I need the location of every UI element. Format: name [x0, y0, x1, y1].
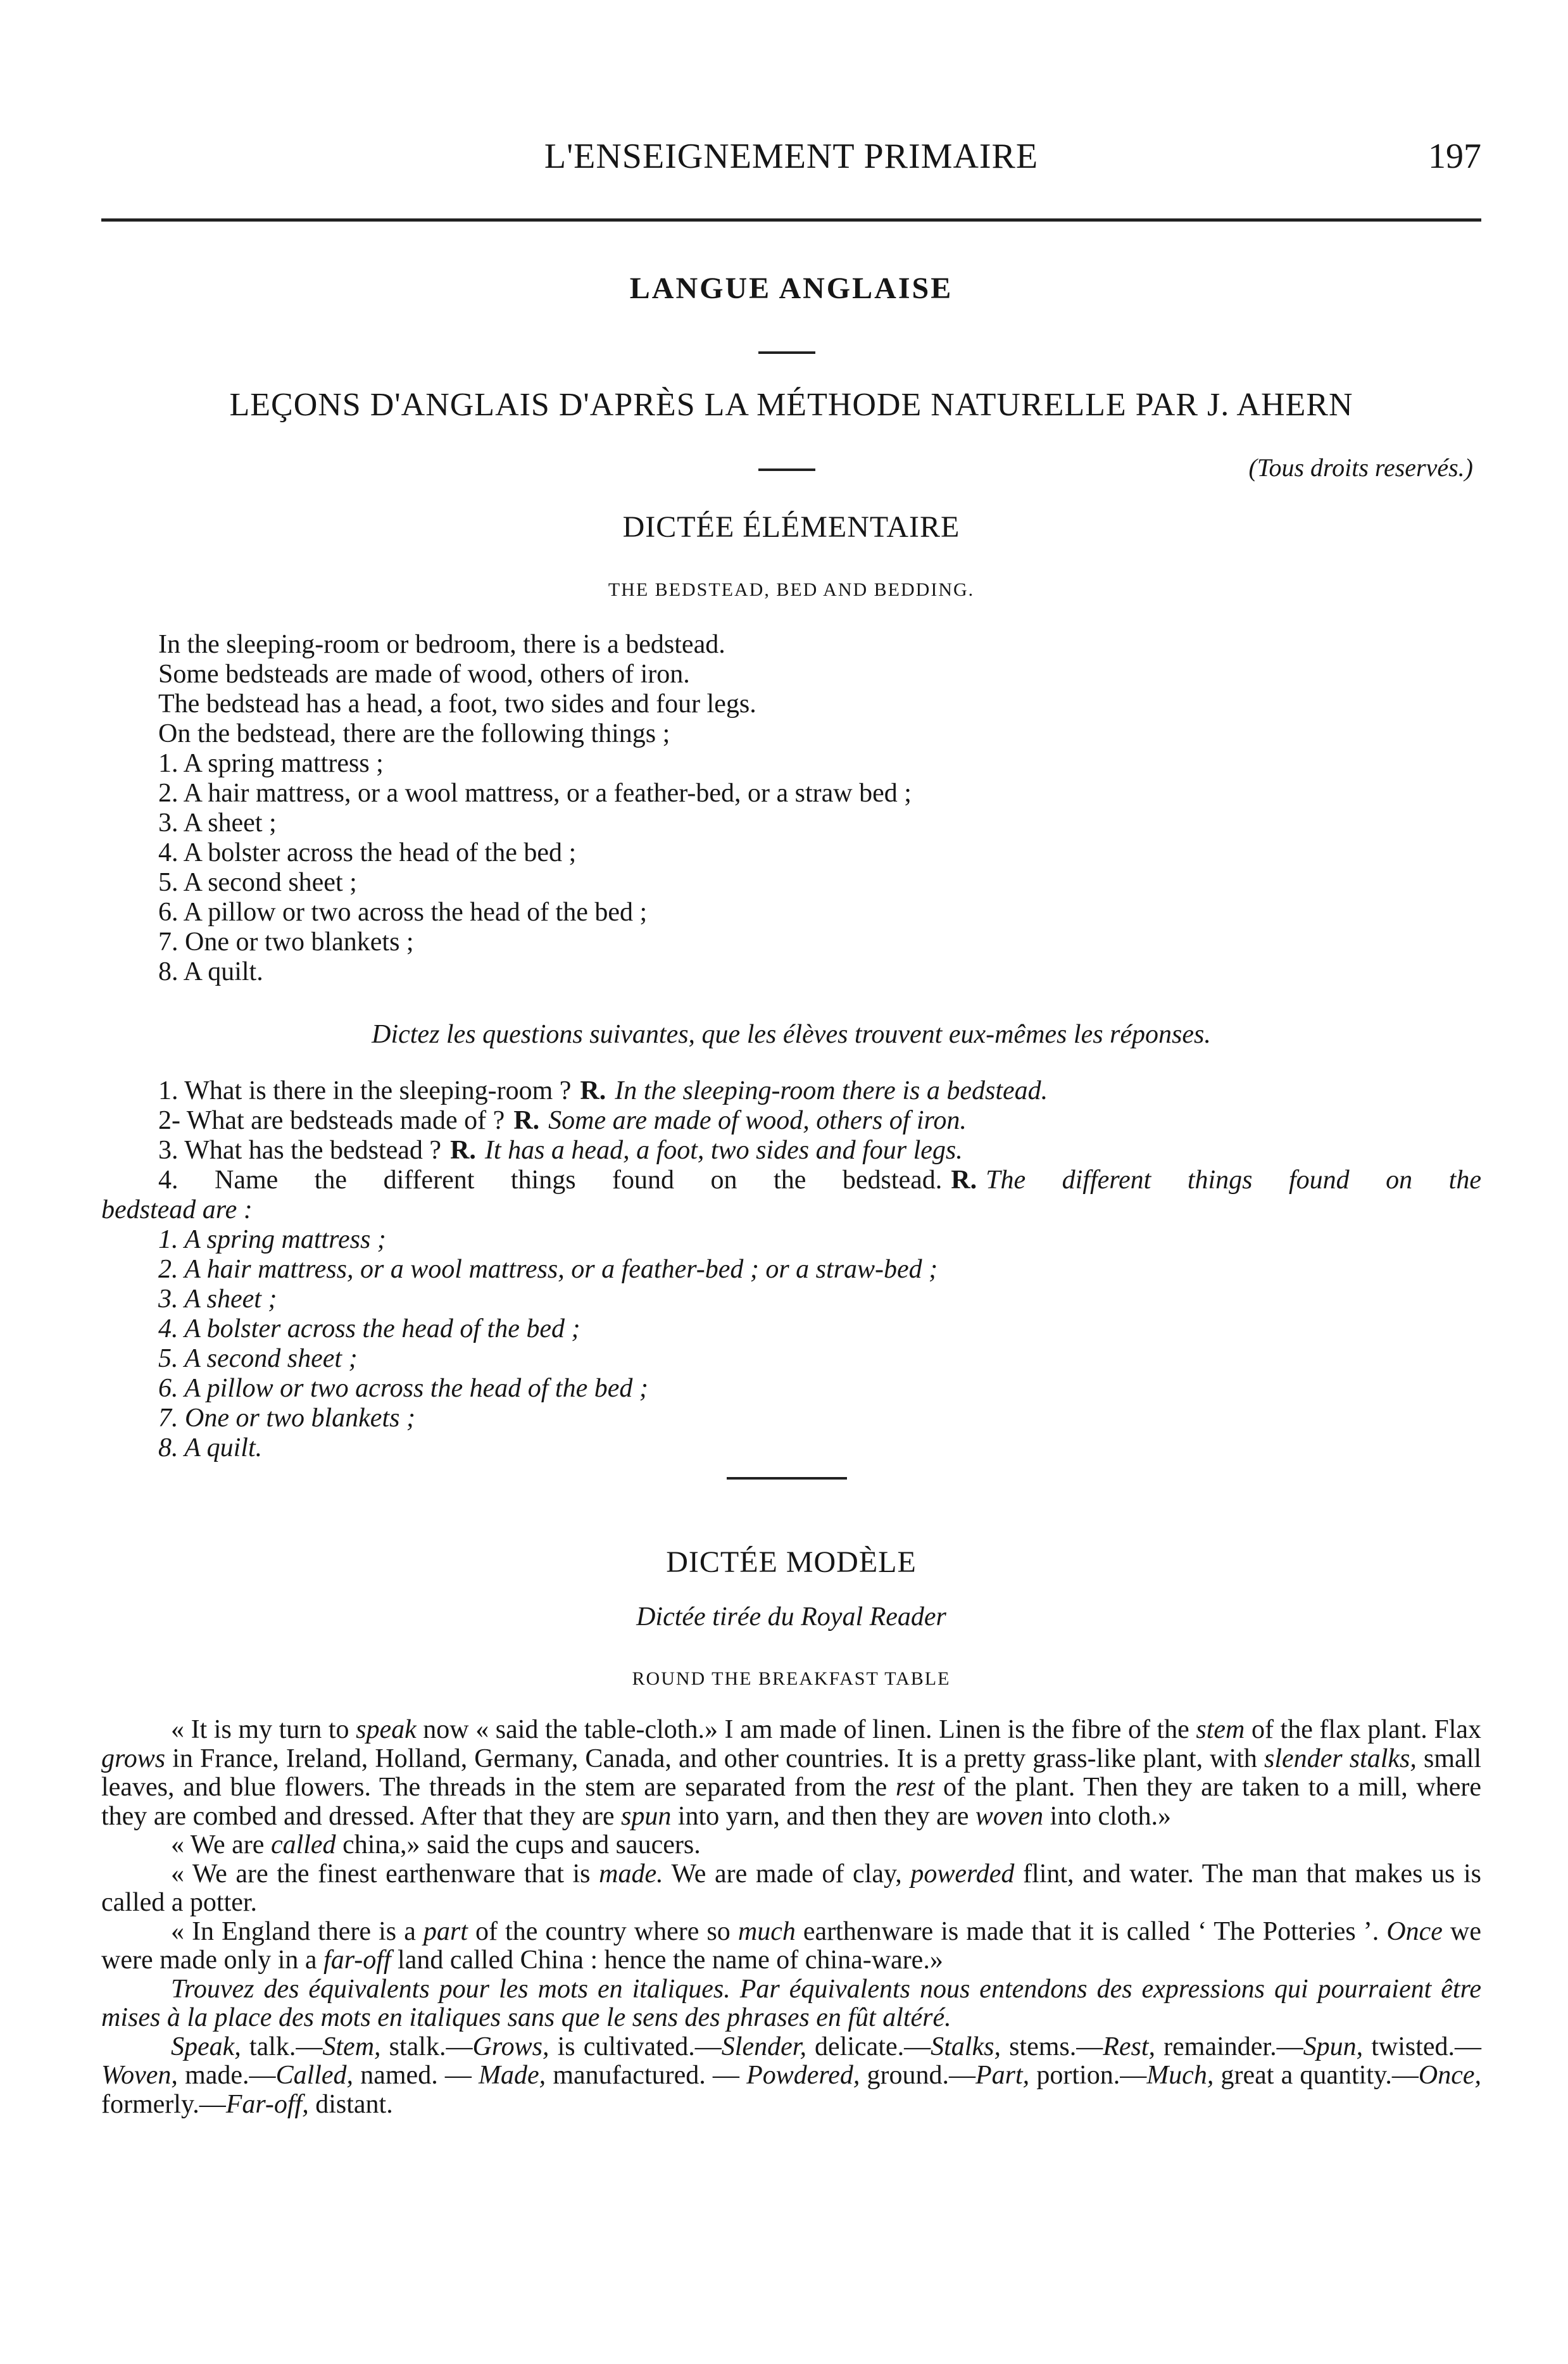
lessons-title: LEÇONS D'ANGLAIS D'APRÈS LA MÉTHODE NATURELLE PAR J. AHERN: [229, 387, 1353, 423]
text-run: distant.: [308, 2089, 393, 2119]
text-run: made.—: [177, 2061, 276, 2090]
paragraph: [101, 1860, 1481, 1918]
italic-text: far-off: [323, 1946, 391, 1975]
paragraph: [101, 2033, 1481, 2120]
reply-marker: R.: [513, 1106, 540, 1135]
list-item: 8. A quilt.: [158, 957, 263, 986]
reply-marker: R.: [580, 1076, 606, 1105]
text-run: delicate.—: [806, 2032, 931, 2061]
italic-text: Once: [1386, 1916, 1443, 1946]
header-rule: [101, 218, 1481, 222]
answer-text: The different things found on the: [986, 1166, 1481, 1195]
italic-text: Made,: [479, 2061, 546, 2090]
italic-text: rest: [895, 1773, 935, 1802]
question-line: [101, 1076, 1481, 1106]
reply-marker: R.: [450, 1136, 476, 1165]
text-run: manufactured. —: [546, 2061, 747, 2090]
text-run: is cultivated.—: [549, 2032, 722, 2061]
italic-text: Trouvez des équivalents pour les mots en italiques. Par équivalents nous entendons des expressions qui pourraient être mises à la place des mots en italiques sans que le sens des phrases en fût altéré.: [101, 1974, 1481, 2032]
italic-text: woven: [975, 1801, 1044, 1831]
answer-text: Some are made of wood, others of iron.: [548, 1106, 967, 1135]
text-run: ground.—: [860, 2061, 976, 2090]
text-line: Some bedsteads are made of wood, others of iron.: [158, 660, 690, 689]
short-divider: [758, 351, 815, 354]
dictee-modele-subheading: ROUND THE BREAKFAST TABLE: [632, 1668, 951, 1689]
text-run: talk.—: [241, 2032, 323, 2061]
italic-text: Once,: [1418, 2061, 1481, 2090]
italic-text: speak: [356, 1715, 417, 1744]
running-title: L'ENSEIGNEMENT PRIMAIRE: [544, 137, 1039, 176]
question-line: [101, 1136, 1481, 1166]
text-run: now « said the table-cloth.» I am made of linen. Linen is the fibre of the: [416, 1715, 1196, 1744]
text-run: of the flax plant. Flax: [1245, 1715, 1481, 1744]
question-line: [101, 1166, 1481, 1195]
text-run: land called China : hence the name of china-ware.»: [391, 1946, 943, 1975]
text-run: great a quantity.—: [1214, 2061, 1419, 2090]
answer-item: 7. One or two blankets ;: [158, 1404, 415, 1433]
answer-item: 8. A quilt.: [158, 1433, 263, 1462]
question-text: 4. Name the different things found on the bedstead.: [158, 1166, 943, 1195]
short-divider: [758, 468, 815, 471]
italic-text: Far-off,: [225, 2089, 309, 2119]
italic-text: called: [270, 1830, 336, 1859]
italic-text: powerded: [910, 1859, 1015, 1889]
list-item: 4. A bolster across the head of the bed ;: [158, 838, 577, 867]
reply-marker: R.: [951, 1166, 977, 1195]
list-item: 7. One or two blankets ;: [158, 927, 414, 957]
text-run: « It is my turn to: [171, 1715, 356, 1744]
text-run: in France, Ireland, Holland, Germany, Canada, and other countries. It is a pretty grass-like plant, with: [165, 1744, 1264, 1773]
text-run: into cloth.»: [1043, 1801, 1171, 1831]
text-run: small leaves, and blue flowers. The threads in the stem are separated from the: [101, 1744, 1481, 1802]
answer-text: It has a head, a foot, two sides and four legs.: [484, 1136, 963, 1165]
italic-text: Stem,: [322, 2032, 381, 2061]
questions-block: [101, 1076, 1481, 1463]
answer-item: 3. A sheet ;: [158, 1285, 277, 1314]
italic-text: part: [423, 1916, 468, 1946]
answer-item: 2. A hair mattress, or a wool mattress, or a feather-bed ; or a straw-bed ;: [158, 1255, 938, 1284]
question-line: [101, 1106, 1481, 1136]
italic-text: Slender,: [721, 2032, 806, 2061]
italic-text: slender stalks,: [1264, 1744, 1417, 1773]
dictee-elementaire-text: [101, 630, 1481, 987]
text-run: remainder.—: [1155, 2032, 1303, 2061]
italic-text: Rest,: [1103, 2032, 1156, 2061]
italic-text: much: [737, 1916, 796, 1946]
text-run: named. —: [353, 2061, 479, 2090]
italic-text: spun: [621, 1801, 672, 1831]
dictee-modele-text: [101, 1716, 1481, 2119]
running-header: [101, 136, 1481, 180]
rights-note: (Tous droits reservés.): [1248, 453, 1473, 482]
italic-text: Part,: [975, 2061, 1030, 2090]
italic-text: made.: [599, 1859, 663, 1889]
dictee-elementaire-subheading: THE BEDSTEAD, BED AND BEDDING.: [608, 579, 975, 600]
list-item: 6. A pillow or two across the head of the bed ;: [158, 898, 648, 927]
paragraph: [101, 1975, 1481, 2033]
text-run: « We are: [171, 1830, 271, 1859]
answer-text: In the sleeping-room there is a bedstead.: [615, 1076, 1048, 1105]
question-text: 2- What are bedsteads made of ?: [158, 1106, 505, 1135]
italic-text: Woven,: [101, 2061, 178, 2090]
italic-text: Stalks,: [931, 2032, 1001, 2061]
italic-text: Called,: [275, 2061, 354, 2090]
italic-text: Powdered,: [746, 2061, 860, 2090]
list-item: 3. A sheet ;: [158, 808, 277, 838]
questions-instruction: Dictez les questions suivantes, que les élèves trouvent eux-mêmes les réponses.: [372, 1020, 1211, 1049]
italic-text: grows: [101, 1744, 166, 1773]
paragraph: [101, 1716, 1481, 1831]
dictee-elementaire-heading: DICTÉE ÉLÉMENTAIRE: [622, 510, 960, 544]
italic-text: stem: [1196, 1715, 1245, 1744]
dictee-modele-heading: DICTÉE MODÈLE: [666, 1545, 917, 1579]
italic-text: Much,: [1146, 2061, 1214, 2090]
text-run: flint, and water. The man that makes us is called a potter.: [101, 1859, 1481, 1917]
text-line: On the bedstead, there are the following things ;: [158, 719, 670, 748]
answer-item: 6. A pillow or two across the head of the bed ;: [158, 1374, 648, 1403]
text-run: earthenware is made that it is called ‘ The Potteries ’.: [795, 1916, 1387, 1946]
italic-text: Spun,: [1303, 2032, 1364, 2061]
list-item: 5. A second sheet ;: [158, 868, 357, 897]
text-run: formerly.—: [101, 2089, 226, 2119]
text-run: portion.—: [1029, 2061, 1147, 2090]
text-run: into yarn, and then they are: [671, 1801, 975, 1831]
section-divider: [727, 1477, 847, 1480]
section-title: LANGUE ANGLAISE: [629, 272, 953, 305]
italic-text: Grows,: [472, 2032, 549, 2061]
question-continuation: bedstead are :: [101, 1195, 253, 1224]
text-run: of the country where so: [467, 1916, 738, 1946]
text-run: stems.—: [1000, 2032, 1103, 2061]
text-run: stalk.—: [380, 2032, 473, 2061]
list-item: 2. A hair mattress, or a wool mattress, or a feather-bed, or a straw bed ;: [158, 779, 912, 808]
text-run: « In England there is a: [171, 1916, 423, 1946]
answer-item: 1. A spring mattress ;: [158, 1225, 386, 1254]
paragraph: [101, 1831, 1481, 1860]
answer-item: 4. A bolster across the head of the bed ;: [158, 1314, 580, 1343]
dictee-source: Dictée tirée du Royal Reader: [636, 1602, 946, 1632]
text-run: of the plant. Then they are taken to a mill, where they are combed and dressed. After that they are: [101, 1773, 1481, 1831]
text-run: china,» said the cups and saucers.: [336, 1830, 701, 1859]
question-text: 1. What is there in the sleeping-room ?: [158, 1076, 572, 1105]
text-line: The bedstead has a head, a foot, two sides and four legs.: [158, 689, 756, 719]
italic-text: Speak,: [171, 2032, 241, 2061]
answer-item: 5. A second sheet ;: [158, 1344, 358, 1373]
list-item: 1. A spring mattress ;: [158, 749, 384, 778]
text-run: twisted.—: [1363, 2032, 1482, 2061]
question-text: 3. What has the bedstead ?: [158, 1136, 442, 1165]
text-run: we were made only in a: [101, 1916, 1481, 1975]
paragraph: [101, 1918, 1481, 1975]
text-run: « We are the finest earthenware that is: [171, 1859, 599, 1889]
text-run: We are made of clay,: [663, 1859, 911, 1889]
text-line: In the sleeping-room or bedroom, there is a bedstead.: [158, 630, 725, 659]
page-number: 197: [1428, 137, 1481, 176]
